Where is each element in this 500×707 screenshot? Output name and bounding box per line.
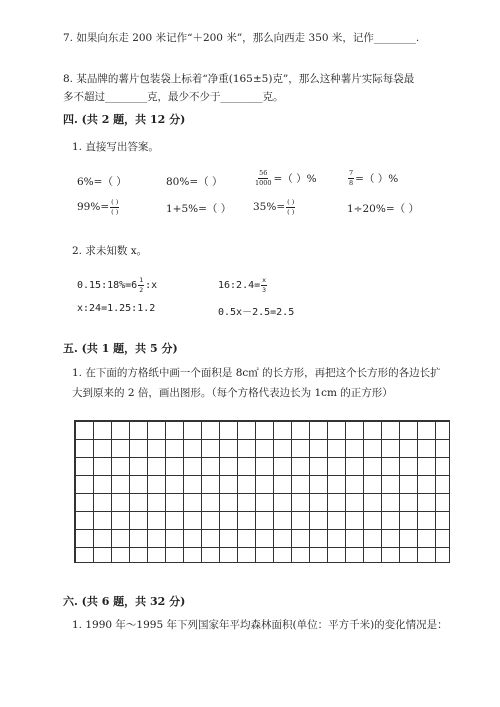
question-7: 7. 如果向东走 200 米记作“＋200 米”，那么向西走 350 米，记作________. [63,32,420,44]
fraction [348,170,354,186]
calc-56-over-1000 [253,170,317,186]
fraction-denominator: 8 [349,178,354,187]
question-8-line2: 多不超过________克，最少不少于________克。 [63,91,284,103]
calc-text: 1+5%=（ ） [166,203,232,215]
calc-text: 35%= [253,201,286,213]
equation-4: 0.5x－2.5=2.5 [218,307,295,318]
section-6-q1: 1. 1990 年～1995 年下列国家年平均森林面积(单位：平方千米)的变化情况是： [72,619,448,631]
calc-7-over-8 [347,170,398,186]
fraction-numerator: 1 [139,276,144,284]
calc-text: 1÷20%=（ ） [347,203,419,215]
calc-text: 80%=（ ） [166,176,223,188]
equation-text: 16:2.4= [218,279,261,291]
fraction-numerator: x [262,276,267,284]
fraction-denominator: 2 [139,285,144,294]
fraction-denominator: ( ) [111,207,119,216]
fraction-denominator: ( ) [287,207,295,216]
calc-text: 99%= [77,201,110,213]
calc-1-div-20-percent [347,201,419,216]
fraction-numerator: 56 [259,169,268,177]
grid-lines [74,420,450,563]
equation-2 [218,277,268,293]
section-5-heading: 五. (共 1 题，共 5 分) [63,342,178,355]
fraction [138,277,144,293]
calc-6-percent [77,174,127,189]
fraction [261,277,267,293]
calc-99-percent [77,199,120,215]
fraction-numerator: ( ) [287,198,295,206]
section-5-q1-line2: 大到原来的 2 倍，画出图形。（每个方格代表边长为 1cm 的正方形） [72,387,393,399]
calc-text: 6%=（ ） [77,176,127,188]
calc-text: =（ ）% [273,172,317,185]
fraction-denominator: 3 [262,285,267,294]
fraction-blank [286,199,295,215]
question-8-line1: 8. 某品牌的薯片包装袋上标着“净重(165±5)克”，那么这种薯片实际每袋最 [63,73,415,85]
grid-paper [74,420,450,563]
section-5-q1-line1: 1. 在下面的方格纸中画一个面积是 8c㎡ 的长方形，再把这个长方形的各边长扩 [72,367,441,379]
section-6-heading: 六. (共 6 题，共 32 分) [63,595,186,608]
fraction-denominator: 1000 [255,178,272,187]
section-4-q2: 2. 求未知数 x。 [72,245,148,257]
fraction [254,170,273,186]
calc-80-percent [166,174,222,189]
calc-35-percent [253,199,296,215]
section-4-heading: 四. (共 2 题，共 12 分) [63,113,186,126]
equation-text: 0.15:18%=6 [77,279,138,291]
section-4-q1: 1. 直接写出答案。 [72,141,159,153]
equation-text: :x [145,279,158,291]
equation-3: x:24=1.25:1.2 [77,303,156,314]
fraction-blank [110,199,119,215]
calc-text: =（ ）% [355,172,399,185]
calc-1-plus-5-percent [166,201,231,216]
fraction-numerator: ( ) [111,198,119,206]
equation-1 [77,277,157,293]
fraction-numerator: 7 [349,169,354,177]
